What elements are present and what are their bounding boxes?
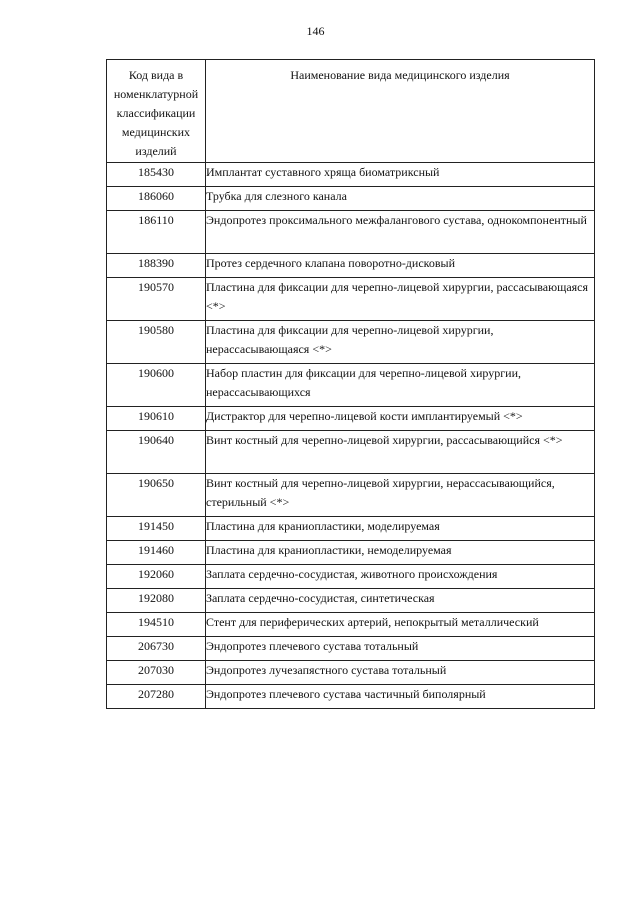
cell-code: 186110 bbox=[107, 211, 206, 254]
cell-name: Имплантат суставного хряща биоматриксный bbox=[206, 163, 595, 187]
cell-name: Набор пластин для фиксации для черепно-лицевой хирургии, нерассасывающихся bbox=[206, 364, 595, 407]
table-row bbox=[107, 661, 595, 685]
cell-code: 190570 bbox=[107, 278, 206, 321]
table-row bbox=[107, 685, 595, 709]
table-row bbox=[107, 364, 595, 407]
cell-name: Эндопротез проксимального межфалангового сустава, однокомпонентный bbox=[206, 211, 595, 254]
table-row bbox=[107, 637, 595, 661]
nomenclature-table bbox=[106, 59, 595, 709]
table-row bbox=[107, 211, 595, 254]
table-row bbox=[107, 321, 595, 364]
table-row bbox=[107, 613, 595, 637]
table-row bbox=[107, 431, 595, 474]
cell-name: Эндопротез лучезапястного сустава тотальный bbox=[206, 661, 595, 685]
table-row bbox=[107, 541, 595, 565]
cell-name: Заплата сердечно-сосудистая, животного происхождения bbox=[206, 565, 595, 589]
column-header-code: Код вида в номенклатурной классификации медицинских изделий bbox=[107, 60, 206, 163]
cell-code: 207280 bbox=[107, 685, 206, 709]
cell-code: 190600 bbox=[107, 364, 206, 407]
column-header-name: Наименование вида медицинского изделия bbox=[206, 60, 595, 163]
cell-code: 190640 bbox=[107, 431, 206, 474]
page-number: 146 bbox=[306, 24, 325, 38]
table-body bbox=[107, 163, 595, 709]
cell-name: Эндопротез плечевого сустава тотальный bbox=[206, 637, 595, 661]
table-row bbox=[107, 187, 595, 211]
table-row bbox=[107, 474, 595, 517]
table-row bbox=[107, 517, 595, 541]
table-row bbox=[107, 163, 595, 187]
cell-code: 192080 bbox=[107, 589, 206, 613]
cell-code: 191450 bbox=[107, 517, 206, 541]
cell-code: 194510 bbox=[107, 613, 206, 637]
cell-name: Трубка для слезного канала bbox=[206, 187, 595, 211]
cell-name: Протез сердечного клапана поворотно-дисковый bbox=[206, 254, 595, 278]
cell-name: Стент для периферических артерий, непокрытый металлический bbox=[206, 613, 595, 637]
cell-code: 207030 bbox=[107, 661, 206, 685]
cell-name: Эндопротез плечевого сустава частичный биполярный bbox=[206, 685, 595, 709]
cell-code: 190580 bbox=[107, 321, 206, 364]
cell-name: Заплата сердечно-сосудистая, синтетическая bbox=[206, 589, 595, 613]
table-row bbox=[107, 565, 595, 589]
cell-name: Дистрактор для черепно-лицевой кости имплантируемый <*> bbox=[206, 407, 595, 431]
cell-name: Винт костный для черепно-лицевой хирургии, нерассасывающийся, стерильный <*> bbox=[206, 474, 595, 517]
table-row bbox=[107, 407, 595, 431]
cell-name: Пластина для фиксации для черепно-лицевой хирургии, рассасывающаяся <*> bbox=[206, 278, 595, 321]
cell-code: 191460 bbox=[107, 541, 206, 565]
table-row bbox=[107, 278, 595, 321]
cell-code: 190610 bbox=[107, 407, 206, 431]
table-row bbox=[107, 254, 595, 278]
cell-name: Винт костный для черепно-лицевой хирургии, рассасывающийся <*> bbox=[206, 431, 595, 474]
table-row bbox=[107, 589, 595, 613]
cell-code: 206730 bbox=[107, 637, 206, 661]
cell-code: 185430 bbox=[107, 163, 206, 187]
cell-code: 190650 bbox=[107, 474, 206, 517]
table-header-row bbox=[107, 60, 595, 163]
cell-code: 188390 bbox=[107, 254, 206, 278]
cell-code: 186060 bbox=[107, 187, 206, 211]
cell-name: Пластина для фиксации для черепно-лицевой хирургии, нерассасывающаяся <*> bbox=[206, 321, 595, 364]
cell-name: Пластина для краниопластики, немоделируемая bbox=[206, 541, 595, 565]
cell-code: 192060 bbox=[107, 565, 206, 589]
cell-name: Пластина для краниопластики, моделируемая bbox=[206, 517, 595, 541]
